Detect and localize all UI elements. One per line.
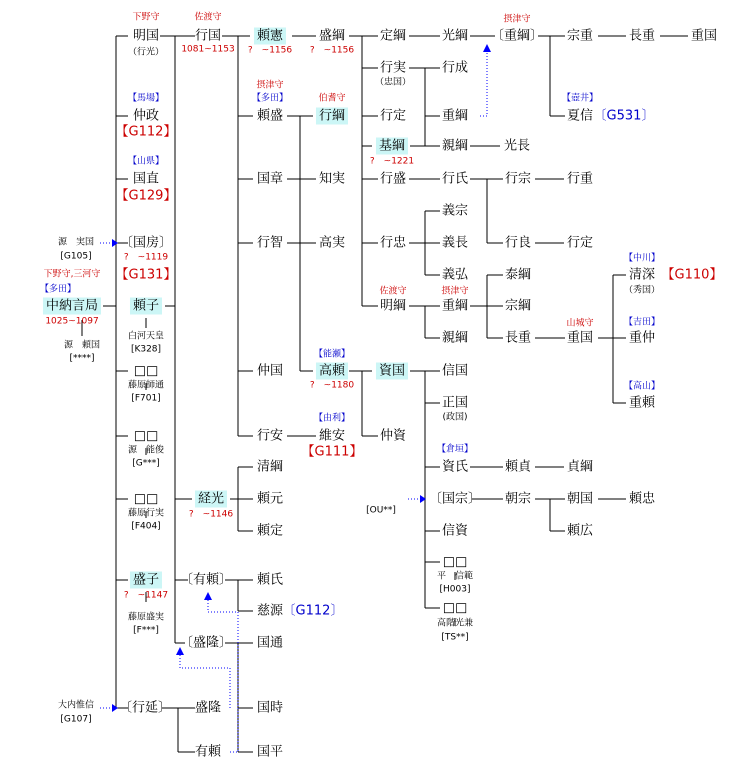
gen-code: 〔G112〕: [282, 603, 344, 619]
dates-label: ? ~1156: [247, 45, 293, 56]
dates-label: 1081~1153: [181, 44, 235, 55]
person-node[interactable]: 頼氏: [256, 572, 284, 588]
person-node[interactable]: 清深: [628, 267, 656, 283]
clan-label: 【倉垣】: [436, 444, 474, 455]
person-node[interactable]: 泰綱: [504, 267, 532, 283]
person-node[interactable]: 重仲: [628, 330, 656, 346]
person-node[interactable]: 長重: [504, 330, 532, 346]
person-node[interactable]: 光長: [503, 138, 531, 154]
person-node[interactable]: 頼子: [130, 298, 162, 315]
person-node[interactable]: 仲政: [132, 108, 160, 124]
person-node[interactable]: 行氏: [441, 171, 469, 187]
ref-code: [TS**]: [441, 632, 469, 643]
person-node[interactable]: 〔行延〕: [118, 700, 172, 716]
person-node[interactable]: □□: [442, 600, 468, 616]
person-node[interactable]: 資国: [376, 363, 408, 380]
person-node[interactable]: 国平: [256, 744, 284, 760]
title-label: 摂津守: [503, 14, 531, 25]
person-node[interactable]: □□: [133, 363, 159, 379]
person-node[interactable]: 高実: [318, 235, 346, 251]
person-node[interactable]: 行忠: [379, 235, 407, 251]
person-node[interactable]: 信国: [441, 363, 469, 379]
dates-label: 1025~1097: [45, 316, 99, 327]
person-node[interactable]: 明綱: [379, 298, 407, 314]
person-node[interactable]: 親綱: [441, 330, 469, 346]
ref-code: [K328]: [130, 344, 162, 355]
clan-label: 【吉田】: [623, 317, 661, 328]
person-node[interactable]: 重綱: [441, 298, 469, 314]
person-node[interactable]: □□: [442, 554, 468, 570]
person-node[interactable]: 国時: [256, 700, 284, 716]
person-node[interactable]: 高頼: [316, 363, 348, 380]
person-spouse[interactable]: 源 能俊: [127, 445, 165, 456]
person-node[interactable]: □□: [133, 428, 159, 444]
dates-label: ? ~1156: [309, 45, 355, 56]
person-node[interactable]: 重頼: [628, 395, 656, 411]
title-label: 佐渡守: [194, 12, 222, 23]
clan-label: 【多田】: [39, 284, 77, 295]
person-node[interactable]: 行定: [566, 235, 594, 251]
gen-code: 【G129】: [115, 188, 177, 204]
ref-code: [H003]: [439, 584, 471, 595]
person-node[interactable]: 頼元: [256, 491, 284, 507]
person-spouse[interactable]: 藤原行実: [127, 508, 165, 519]
ref-code: [F701]: [131, 393, 161, 404]
dates-label: ? ~1180: [309, 380, 355, 391]
clan-label: 【由利】: [313, 413, 351, 424]
person-node[interactable]: 国章: [256, 171, 284, 187]
ref-code: [G105]: [60, 251, 92, 262]
person-node[interactable]: 〔有頼〕: [179, 572, 233, 588]
person-note: （秀国）: [623, 285, 661, 296]
person-node[interactable]: 行智: [256, 235, 284, 251]
person-node[interactable]: 大内惟信: [57, 700, 95, 711]
title-label: 摂津守: [441, 286, 469, 297]
person-node[interactable]: 〔国宗〕: [428, 491, 482, 507]
person-node[interactable]: 重国: [566, 330, 594, 346]
person-node[interactable]: 中納言局: [43, 298, 101, 315]
person-node[interactable]: 行良: [504, 235, 532, 251]
gen-code: 【G131】: [115, 267, 177, 283]
ref-code: [****]: [69, 353, 95, 364]
person-node[interactable]: □□: [133, 491, 159, 507]
title-label: 下野守,三河守: [43, 269, 101, 280]
ref-code: [OU**]: [366, 505, 396, 516]
person-node[interactable]: 行実: [379, 60, 407, 76]
person-spouse[interactable]: 藤原盛実: [127, 612, 165, 623]
person-node[interactable]: 重綱: [441, 108, 469, 124]
person-note: （行光）: [127, 47, 165, 58]
dates-label: ? ~1147: [123, 590, 169, 601]
person-node[interactable]: 明国: [132, 28, 160, 44]
person-node[interactable]: 国直: [132, 171, 160, 187]
person-node[interactable]: 朝国: [566, 491, 594, 507]
person-node[interactable]: 〔重綱〕: [490, 28, 544, 44]
dates-label: ? ~1221: [369, 156, 415, 167]
person-node[interactable]: 行定: [379, 108, 407, 124]
person-spouse[interactable]: 平 信範: [436, 571, 474, 582]
ref-code: [F***]: [133, 625, 159, 636]
person-node[interactable]: 朝宗: [504, 491, 532, 507]
clan-label: 【多田】: [251, 93, 289, 104]
ref-code: [G107]: [60, 714, 92, 725]
person-node[interactable]: 盛隆: [194, 700, 222, 716]
person-node[interactable]: 義弘: [441, 267, 469, 283]
person-node[interactable]: 知実: [318, 171, 346, 187]
clan-label: 【能瀬】: [313, 349, 351, 360]
person-node[interactable]: 基綱: [376, 138, 408, 155]
title-label: 伯耆守: [318, 93, 346, 104]
person-node[interactable]: 慈源: [256, 603, 284, 619]
ref-code: [F404]: [131, 521, 161, 532]
person-node[interactable]: 頼忠: [628, 491, 656, 507]
person-note: （忠国）: [374, 77, 412, 88]
person-node[interactable]: 信資: [441, 523, 469, 539]
person-node[interactable]: 仲資: [379, 428, 407, 444]
person-spouse[interactable]: 白河天皇: [127, 331, 165, 342]
person-node[interactable]: 頼貞: [504, 459, 532, 475]
clan-label: 【高山】: [623, 381, 661, 392]
person-node[interactable]: 行重: [566, 171, 594, 187]
dates-label: ? ~1146: [188, 509, 234, 520]
dates-label: ? ~1119: [123, 252, 169, 263]
person-node[interactable]: 経光: [195, 491, 227, 508]
person-node[interactable]: 行宗: [504, 171, 532, 187]
person-node[interactable]: 頼盛: [256, 108, 284, 124]
person-node[interactable]: 宗重: [566, 28, 594, 44]
person-node[interactable]: 維安: [318, 428, 346, 444]
person-node[interactable]: 宗綱: [504, 298, 532, 314]
clan-label: 【中川】: [623, 253, 661, 264]
person-node[interactable]: 有頼: [194, 744, 222, 760]
person-node[interactable]: 貞綱: [566, 459, 594, 475]
person-node[interactable]: 行国: [194, 28, 222, 44]
person-node[interactable]: 源 実国: [57, 237, 95, 248]
person-note: (政国): [442, 412, 468, 423]
gen-code: 【G112】: [115, 124, 177, 140]
person-node[interactable]: 定綱: [379, 28, 407, 44]
person-node[interactable]: 義長: [441, 235, 469, 251]
person-node[interactable]: 行安: [256, 428, 284, 444]
person-spouse[interactable]: 藤原師通: [127, 380, 165, 391]
ref-code: [G***]: [132, 458, 160, 469]
gen-code: 〔G531〕: [593, 108, 655, 124]
person-node[interactable]: 重国: [690, 28, 718, 44]
person-node[interactable]: 〔国房〕: [119, 235, 173, 251]
person-node[interactable]: 行成: [441, 60, 469, 76]
person-node[interactable]: 長重: [628, 28, 656, 44]
person-node[interactable]: 行綱: [316, 108, 348, 125]
person-node[interactable]: 頼憲: [254, 28, 286, 45]
clan-label: 【山県】: [127, 156, 165, 167]
person-node[interactable]: 義宗: [441, 203, 469, 219]
person-node[interactable]: 頼定: [256, 523, 284, 539]
clan-label: 【壺井】: [561, 93, 599, 104]
person-node[interactable]: 〔盛隆〕: [179, 635, 233, 651]
title-label: 摂津守: [256, 80, 284, 91]
person-node[interactable]: 夏信: [566, 108, 594, 124]
gen-code: 【G111】: [301, 444, 363, 460]
person-node[interactable]: 清綱: [256, 459, 284, 475]
title-label: 下野守: [132, 12, 160, 23]
person-node[interactable]: 光綱: [441, 28, 469, 44]
title-label: 佐渡守: [379, 286, 407, 297]
person-spouse[interactable]: 高階光兼: [436, 618, 474, 629]
person-node[interactable]: 頼広: [566, 523, 594, 539]
person-node[interactable]: 盛子: [130, 572, 162, 589]
person-node[interactable]: 正国: [441, 395, 469, 411]
person-node[interactable]: 仲国: [256, 363, 284, 379]
person-node[interactable]: 行盛: [379, 171, 407, 187]
person-spouse[interactable]: 源 頼国: [63, 340, 101, 351]
person-node[interactable]: 資氏: [441, 459, 469, 475]
person-node[interactable]: 国通: [256, 635, 284, 651]
gen-code: 【G110】: [661, 267, 723, 283]
person-node[interactable]: 親綱: [441, 138, 469, 154]
title-label: 山城守: [566, 318, 594, 329]
person-node[interactable]: 盛綱: [318, 28, 346, 44]
clan-label: 【馬場】: [127, 93, 165, 104]
